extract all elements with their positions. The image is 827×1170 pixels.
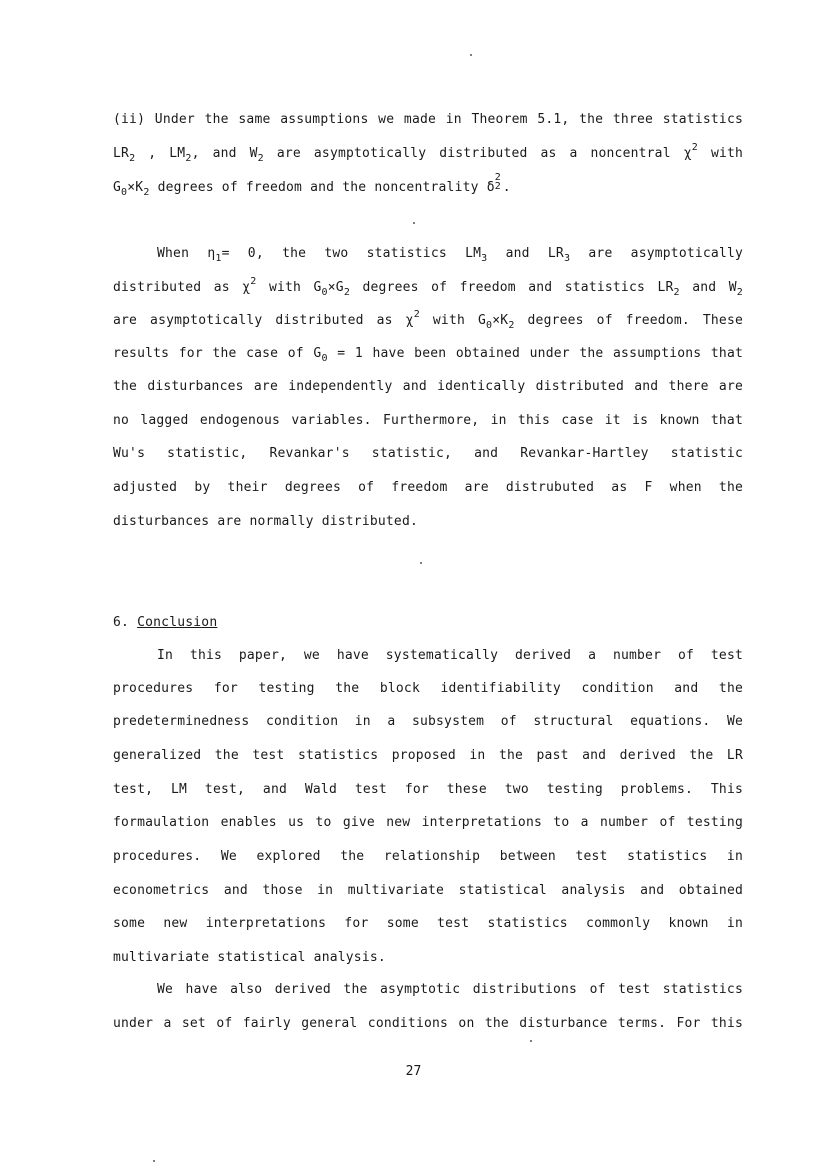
text-run: results for the case of [113,346,304,361]
para2-line2 [113,277,743,299]
para2-line8: adjusted by their degrees of freedom are distrubuted as F when the [113,480,743,495]
page-number: 27 [405,1064,422,1079]
section-heading [113,612,743,634]
math-chi2: $\chi^2$ [405,309,420,328]
math-w2: $W_2$ [249,146,264,164]
para1-line1: (ii) Under the same assumptions we made in Theorem 5.1, the three statistics [113,112,743,127]
text-run: the two statistics [282,246,447,261]
para2-line4 [113,343,743,365]
para2-line5: the disturbances are independently and identically distributed and there are [113,379,743,394]
para1-line2 [113,143,743,165]
math-lr3: $LR_3$ [547,246,571,264]
math-g0: $G_0$ [313,346,328,364]
para4-line: under a set of fairly general conditions on the disturbance terms. For this [113,1016,743,1031]
math-lm2: $LM_2$, [169,146,200,164]
math-w2: $W_2$ [728,280,743,298]
text-run: degrees of freedom and the noncentrality [157,180,479,195]
section-number: 6. [113,615,130,630]
para3-line: generalized the test statistics proposed in the past and derived the LR [113,748,743,763]
text-run: degrees of freedom and statistics [362,280,646,295]
scan-speck [470,54,472,56]
para3-line: econometrics and those in multivariate statistical analysis and obtained [113,883,743,898]
para3-line: procedures for testing the block identifiability condition and the [113,681,743,696]
word-with: with [710,146,744,161]
para3-line: predeterminedness condition in a subsystem of structural equations. We [113,714,743,729]
para3-line: procedures. We explored the relationship between test statistics in [113,849,743,864]
text-run: are asymptotically distributed as a noncentral [276,146,671,161]
text-run: are asymptotically [588,246,744,261]
para3-line: multivariate statistical analysis. [113,950,386,965]
scan-speck [420,562,422,564]
text-run: = 1 have been obtained under the assumptions that [337,346,744,361]
scan-speck [413,222,415,224]
scan-speck [153,1160,155,1162]
para3-line: test, LM test, and Wald test for these two testing problems. This [113,782,743,797]
text-run: distributed as [113,280,230,295]
word-and: and [505,246,530,261]
text-run: are asymptotically distributed as [113,313,393,328]
scan-speck [530,1040,532,1042]
para2-line6: no lagged endogenous variables. Furthermore, in this case it is known that [113,413,743,428]
word-with: with [268,280,302,295]
separator: , [148,146,157,161]
para3-line: formaulation enables us to give new interpretations to a number of testing [113,815,743,830]
word-with: with [432,313,466,328]
para2-line9: disturbances are normally distributed. [113,514,419,529]
text-run: degrees of freedom. These [527,313,743,328]
math-lr2: $LR_2$ [113,146,136,164]
para2-line1 [157,243,743,265]
word-when: When [157,246,190,261]
para2-line7: Wu's statistic, Revankar's statistic, and Revankar-Hartley statistic [113,446,743,461]
word-and: and [692,280,717,295]
para1-line3 [113,172,743,199]
para3-line: some new interpretations for some test statistics commonly known in [113,916,743,931]
math-g0k2: $G_0\times K_2$ [113,180,150,198]
math-lm3: $LM_3$ [465,246,488,264]
math-g0k2: $G_0\times K_2$ [477,313,515,331]
section-title: Conclusion [137,615,218,630]
math-lr2: $LR_2$ [657,280,680,298]
math-eta1: $\eta_1= 0$, [207,246,264,264]
math-g0g2: $G_0\times G_2$ [313,280,351,298]
math-chi2: $\chi^2$ [683,142,698,161]
para2-line3 [113,310,743,332]
math-delta2: δ 2 2 . [486,172,511,195]
math-chi2: $\chi^2$ [242,276,257,295]
word-and: and [212,146,237,161]
para3-line: In this paper, we have systematically derived a number of test [157,648,743,663]
para4-line: We have also derived the asymptotic distributions of test statistics [157,982,743,997]
